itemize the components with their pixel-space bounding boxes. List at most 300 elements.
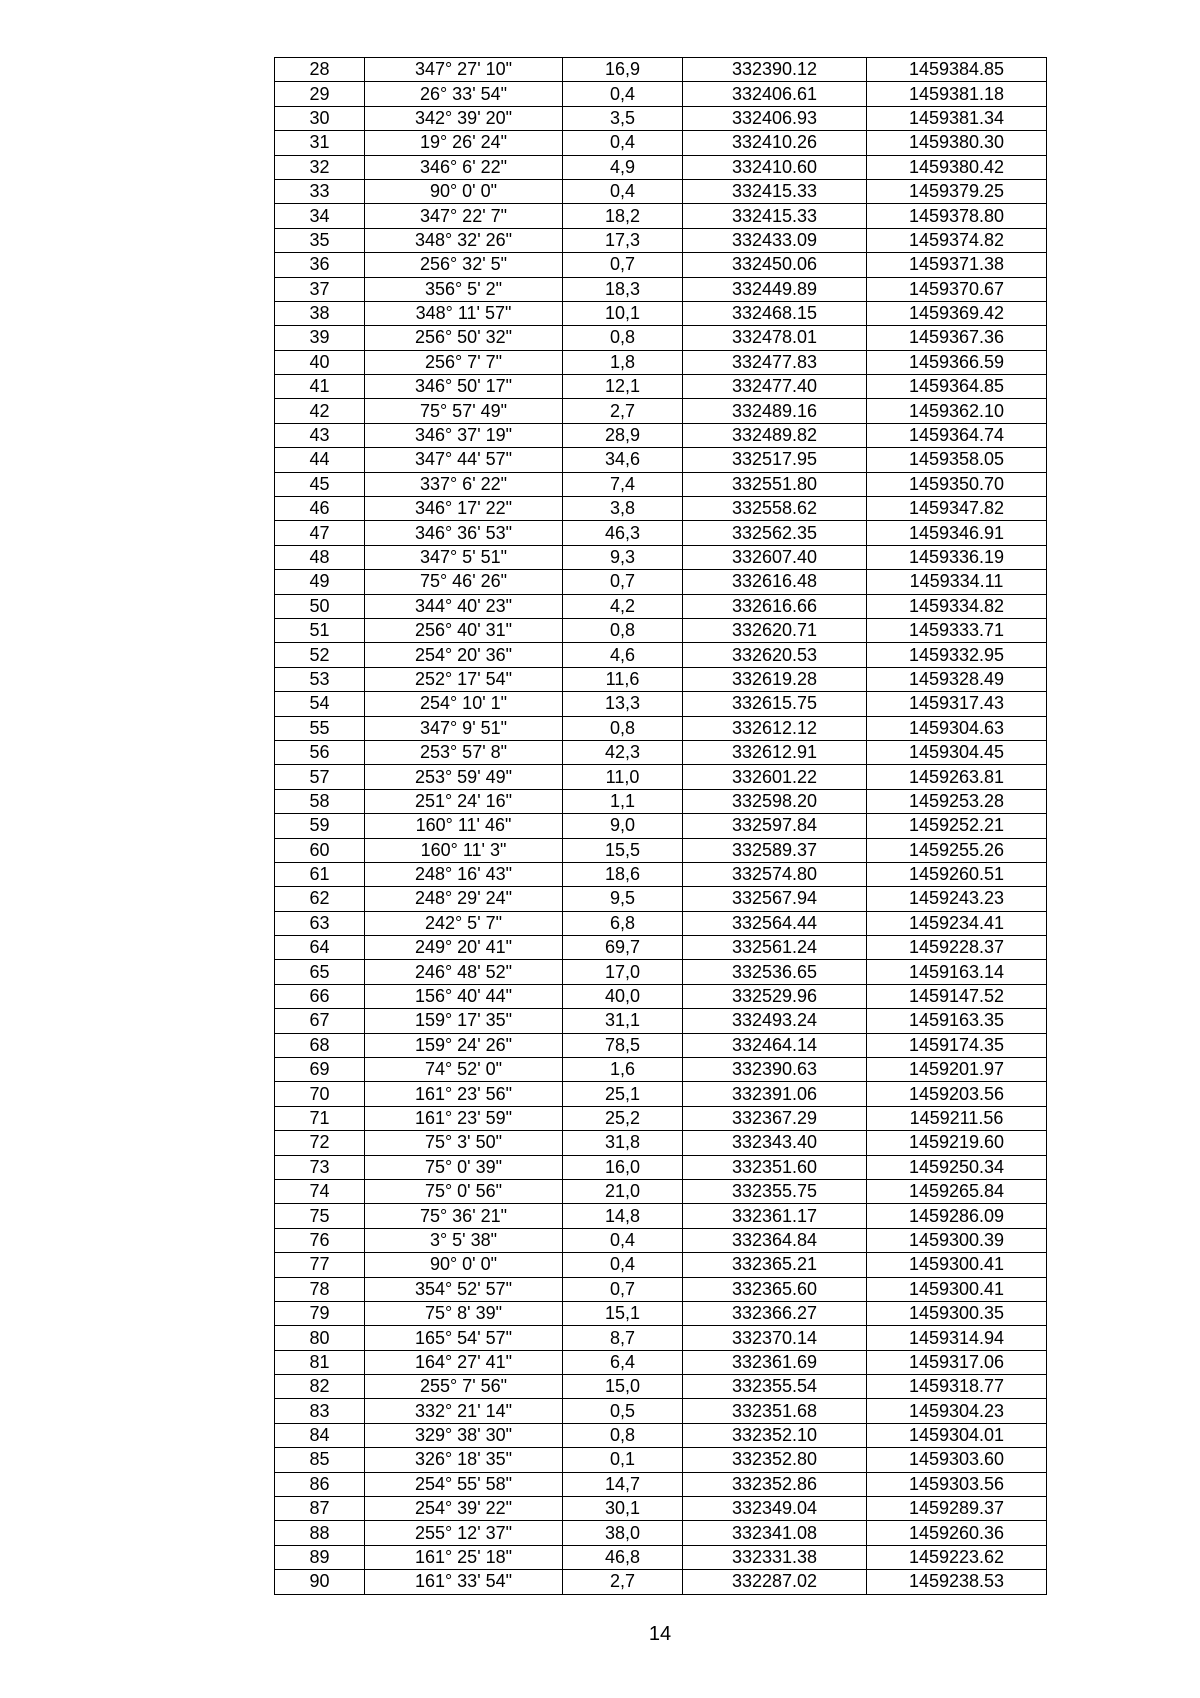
bearing-cell: 242° 5' 7" — [365, 911, 563, 935]
point-number-cell: 37 — [275, 277, 365, 301]
x-coordinate-cell: 332536.65 — [683, 960, 867, 984]
point-number-cell: 53 — [275, 667, 365, 691]
table-row — [275, 423, 1047, 447]
table-row — [275, 984, 1047, 1008]
y-coordinate-cell: 1459334.11 — [867, 570, 1047, 594]
distance-cell: 9,5 — [563, 887, 683, 911]
distance-cell: 0,4 — [563, 179, 683, 203]
table-row — [275, 1423, 1047, 1447]
table-row — [275, 789, 1047, 813]
table-row — [275, 887, 1047, 911]
distance-cell: 15,0 — [563, 1375, 683, 1399]
point-number-cell: 54 — [275, 692, 365, 716]
bearing-cell: 256° 50' 32" — [365, 326, 563, 350]
bearing-cell: 347° 27' 10" — [365, 58, 563, 82]
bearing-cell: 347° 5' 51" — [365, 545, 563, 569]
y-coordinate-cell: 1459211.56 — [867, 1106, 1047, 1130]
x-coordinate-cell: 332410.26 — [683, 131, 867, 155]
table-row — [275, 545, 1047, 569]
point-number-cell: 63 — [275, 911, 365, 935]
point-number-cell: 76 — [275, 1228, 365, 1252]
table-row — [275, 740, 1047, 764]
point-number-cell: 39 — [275, 326, 365, 350]
y-coordinate-cell: 1459163.14 — [867, 960, 1047, 984]
bearing-cell: 75° 3' 50" — [365, 1131, 563, 1155]
x-coordinate-cell: 332493.24 — [683, 1009, 867, 1033]
table-row — [275, 1399, 1047, 1423]
distance-cell: 0,7 — [563, 1277, 683, 1301]
x-coordinate-cell: 332477.83 — [683, 350, 867, 374]
bearing-cell: 75° 46' 26" — [365, 570, 563, 594]
x-coordinate-cell: 332355.54 — [683, 1375, 867, 1399]
bearing-cell: 346° 6' 22" — [365, 155, 563, 179]
distance-cell: 4,2 — [563, 594, 683, 618]
bearing-cell: 329° 38' 30" — [365, 1423, 563, 1447]
distance-cell: 0,5 — [563, 1399, 683, 1423]
table-row — [275, 862, 1047, 886]
bearing-cell: 165° 54' 57" — [365, 1326, 563, 1350]
point-number-cell: 36 — [275, 253, 365, 277]
y-coordinate-cell: 1459374.82 — [867, 228, 1047, 252]
distance-cell: 4,9 — [563, 155, 683, 179]
y-coordinate-cell: 1459364.74 — [867, 423, 1047, 447]
distance-cell: 3,5 — [563, 106, 683, 130]
table-row — [275, 106, 1047, 130]
y-coordinate-cell: 1459369.42 — [867, 301, 1047, 325]
table-row — [275, 1179, 1047, 1203]
point-number-cell: 48 — [275, 545, 365, 569]
x-coordinate-cell: 332598.20 — [683, 789, 867, 813]
distance-cell: 2,7 — [563, 1570, 683, 1594]
table-row — [275, 667, 1047, 691]
x-coordinate-cell: 332343.40 — [683, 1131, 867, 1155]
distance-cell: 10,1 — [563, 301, 683, 325]
x-coordinate-cell: 332567.94 — [683, 887, 867, 911]
bearing-cell: 246° 48' 52" — [365, 960, 563, 984]
x-coordinate-cell: 332331.38 — [683, 1545, 867, 1569]
y-coordinate-cell: 1459378.80 — [867, 204, 1047, 228]
bearing-cell: 90° 0' 0" — [365, 1253, 563, 1277]
y-coordinate-cell: 1459163.35 — [867, 1009, 1047, 1033]
table-row — [275, 1204, 1047, 1228]
distance-cell: 42,3 — [563, 740, 683, 764]
table-row — [275, 1448, 1047, 1472]
distance-cell: 25,2 — [563, 1106, 683, 1130]
x-coordinate-cell: 332366.27 — [683, 1301, 867, 1325]
y-coordinate-cell: 1459286.09 — [867, 1204, 1047, 1228]
point-number-cell: 81 — [275, 1350, 365, 1374]
bearing-cell: 347° 44' 57" — [365, 448, 563, 472]
distance-cell: 9,0 — [563, 814, 683, 838]
bearing-cell: 326° 18' 35" — [365, 1448, 563, 1472]
x-coordinate-cell: 332287.02 — [683, 1570, 867, 1594]
distance-cell: 0,1 — [563, 1448, 683, 1472]
y-coordinate-cell: 1459300.39 — [867, 1228, 1047, 1252]
distance-cell: 18,3 — [563, 277, 683, 301]
point-number-cell: 29 — [275, 82, 365, 106]
distance-cell: 78,5 — [563, 1033, 683, 1057]
distance-cell: 15,5 — [563, 838, 683, 862]
bearing-cell: 161° 23' 59" — [365, 1106, 563, 1130]
point-number-cell: 59 — [275, 814, 365, 838]
y-coordinate-cell: 1459332.95 — [867, 643, 1047, 667]
point-number-cell: 77 — [275, 1253, 365, 1277]
x-coordinate-cell: 332449.89 — [683, 277, 867, 301]
point-number-cell: 40 — [275, 350, 365, 374]
bearing-cell: 254° 39' 22" — [365, 1497, 563, 1521]
bearing-cell: 156° 40' 44" — [365, 984, 563, 1008]
y-coordinate-cell: 1459147.52 — [867, 984, 1047, 1008]
y-coordinate-cell: 1459260.51 — [867, 862, 1047, 886]
table-row — [275, 1253, 1047, 1277]
distance-cell: 0,4 — [563, 131, 683, 155]
x-coordinate-cell: 332468.15 — [683, 301, 867, 325]
y-coordinate-cell: 1459260.36 — [867, 1521, 1047, 1545]
x-coordinate-cell: 332370.14 — [683, 1326, 867, 1350]
bearing-cell: 90° 0' 0" — [365, 179, 563, 203]
table-row — [275, 1106, 1047, 1130]
distance-cell: 9,3 — [563, 545, 683, 569]
point-number-cell: 64 — [275, 936, 365, 960]
bearing-cell: 160° 11' 3" — [365, 838, 563, 862]
table-row — [275, 1301, 1047, 1325]
distance-cell: 0,4 — [563, 1253, 683, 1277]
table-row — [275, 277, 1047, 301]
table-row — [275, 375, 1047, 399]
distance-cell: 14,7 — [563, 1472, 683, 1496]
distance-cell: 28,9 — [563, 423, 683, 447]
table-row — [275, 911, 1047, 935]
y-coordinate-cell: 1459380.30 — [867, 131, 1047, 155]
table-row — [275, 594, 1047, 618]
distance-cell: 16,9 — [563, 58, 683, 82]
bearing-cell: 75° 0' 39" — [365, 1155, 563, 1179]
y-coordinate-cell: 1459358.05 — [867, 448, 1047, 472]
point-number-cell: 62 — [275, 887, 365, 911]
y-coordinate-cell: 1459304.63 — [867, 716, 1047, 740]
point-number-cell: 73 — [275, 1155, 365, 1179]
table-row — [275, 1009, 1047, 1033]
distance-cell: 34,6 — [563, 448, 683, 472]
x-coordinate-cell: 332390.12 — [683, 58, 867, 82]
point-number-cell: 83 — [275, 1399, 365, 1423]
y-coordinate-cell: 1459380.42 — [867, 155, 1047, 179]
bearing-cell: 252° 17' 54" — [365, 667, 563, 691]
y-coordinate-cell: 1459384.85 — [867, 58, 1047, 82]
distance-cell: 2,7 — [563, 399, 683, 423]
y-coordinate-cell: 1459253.28 — [867, 789, 1047, 813]
distance-cell: 16,0 — [563, 1155, 683, 1179]
distance-cell: 1,8 — [563, 350, 683, 374]
distance-cell: 0,4 — [563, 1228, 683, 1252]
table-row — [275, 716, 1047, 740]
distance-cell: 14,8 — [563, 1204, 683, 1228]
point-number-cell: 67 — [275, 1009, 365, 1033]
y-coordinate-cell: 1459334.82 — [867, 594, 1047, 618]
distance-cell: 3,8 — [563, 497, 683, 521]
bearing-cell: 26° 33' 54" — [365, 82, 563, 106]
distance-cell: 1,1 — [563, 789, 683, 813]
point-number-cell: 42 — [275, 399, 365, 423]
x-coordinate-cell: 332564.44 — [683, 911, 867, 935]
distance-cell: 18,6 — [563, 862, 683, 886]
bearing-cell: 253° 57' 8" — [365, 740, 563, 764]
y-coordinate-cell: 1459263.81 — [867, 765, 1047, 789]
table-row — [275, 1277, 1047, 1301]
y-coordinate-cell: 1459300.35 — [867, 1301, 1047, 1325]
distance-cell: 31,8 — [563, 1131, 683, 1155]
point-number-cell: 85 — [275, 1448, 365, 1472]
y-coordinate-cell: 1459367.36 — [867, 326, 1047, 350]
table-row — [275, 228, 1047, 252]
point-number-cell: 79 — [275, 1301, 365, 1325]
x-coordinate-cell: 332551.80 — [683, 472, 867, 496]
bearing-cell: 354° 52' 57" — [365, 1277, 563, 1301]
x-coordinate-cell: 332355.75 — [683, 1179, 867, 1203]
distance-cell: 69,7 — [563, 936, 683, 960]
table-row — [275, 326, 1047, 350]
bearing-cell: 255° 7' 56" — [365, 1375, 563, 1399]
x-coordinate-cell: 332410.60 — [683, 155, 867, 179]
bearing-cell: 348° 32' 26" — [365, 228, 563, 252]
table-row — [275, 1570, 1047, 1594]
distance-cell: 0,4 — [563, 82, 683, 106]
table-row — [275, 960, 1047, 984]
point-number-cell: 47 — [275, 521, 365, 545]
y-coordinate-cell: 1459318.77 — [867, 1375, 1047, 1399]
table-row — [275, 521, 1047, 545]
x-coordinate-cell: 332562.35 — [683, 521, 867, 545]
x-coordinate-cell: 332612.12 — [683, 716, 867, 740]
point-number-cell: 33 — [275, 179, 365, 203]
point-number-cell: 68 — [275, 1033, 365, 1057]
table-row — [275, 936, 1047, 960]
y-coordinate-cell: 1459304.23 — [867, 1399, 1047, 1423]
x-coordinate-cell: 332341.08 — [683, 1521, 867, 1545]
distance-cell: 6,8 — [563, 911, 683, 935]
y-coordinate-cell: 1459317.43 — [867, 692, 1047, 716]
bearing-cell: 256° 32' 5" — [365, 253, 563, 277]
bearing-cell: 256° 40' 31" — [365, 618, 563, 642]
y-coordinate-cell: 1459252.21 — [867, 814, 1047, 838]
table-row — [275, 838, 1047, 862]
table-row — [275, 1082, 1047, 1106]
point-number-cell: 44 — [275, 448, 365, 472]
x-coordinate-cell: 332415.33 — [683, 204, 867, 228]
x-coordinate-cell: 332415.33 — [683, 179, 867, 203]
x-coordinate-cell: 332607.40 — [683, 545, 867, 569]
point-number-cell: 38 — [275, 301, 365, 325]
y-coordinate-cell: 1459303.56 — [867, 1472, 1047, 1496]
point-number-cell: 78 — [275, 1277, 365, 1301]
y-coordinate-cell: 1459347.82 — [867, 497, 1047, 521]
point-number-cell: 74 — [275, 1179, 365, 1203]
x-coordinate-cell: 332477.40 — [683, 375, 867, 399]
table-row — [275, 1033, 1047, 1057]
y-coordinate-cell: 1459243.23 — [867, 887, 1047, 911]
distance-cell: 0,8 — [563, 716, 683, 740]
distance-cell: 6,4 — [563, 1350, 683, 1374]
table-row — [275, 814, 1047, 838]
x-coordinate-cell: 332361.17 — [683, 1204, 867, 1228]
bearing-cell: 347° 22' 7" — [365, 204, 563, 228]
point-number-cell: 58 — [275, 789, 365, 813]
distance-cell: 38,0 — [563, 1521, 683, 1545]
distance-cell: 7,4 — [563, 472, 683, 496]
bearing-cell: 342° 39' 20" — [365, 106, 563, 130]
table-row — [275, 643, 1047, 667]
y-coordinate-cell: 1459328.49 — [867, 667, 1047, 691]
x-coordinate-cell: 332367.29 — [683, 1106, 867, 1130]
x-coordinate-cell: 332597.84 — [683, 814, 867, 838]
y-coordinate-cell: 1459201.97 — [867, 1058, 1047, 1082]
y-coordinate-cell: 1459228.37 — [867, 936, 1047, 960]
point-number-cell: 28 — [275, 58, 365, 82]
point-number-cell: 57 — [275, 765, 365, 789]
y-coordinate-cell: 1459350.70 — [867, 472, 1047, 496]
distance-cell: 11,6 — [563, 667, 683, 691]
distance-cell: 1,6 — [563, 1058, 683, 1082]
point-number-cell: 46 — [275, 497, 365, 521]
distance-cell: 17,3 — [563, 228, 683, 252]
bearing-cell: 337° 6' 22" — [365, 472, 563, 496]
table-row — [275, 204, 1047, 228]
table-row — [275, 1472, 1047, 1496]
bearing-cell: 161° 25' 18" — [365, 1545, 563, 1569]
point-number-cell: 82 — [275, 1375, 365, 1399]
point-number-cell: 75 — [275, 1204, 365, 1228]
y-coordinate-cell: 1459366.59 — [867, 350, 1047, 374]
bearing-cell: 74° 52' 0" — [365, 1058, 563, 1082]
y-coordinate-cell: 1459174.35 — [867, 1033, 1047, 1057]
distance-cell: 17,0 — [563, 960, 683, 984]
distance-cell: 30,1 — [563, 1497, 683, 1521]
table-row — [275, 692, 1047, 716]
point-number-cell: 86 — [275, 1472, 365, 1496]
bearing-cell: 346° 50' 17" — [365, 375, 563, 399]
x-coordinate-cell: 332616.66 — [683, 594, 867, 618]
x-coordinate-cell: 332517.95 — [683, 448, 867, 472]
y-coordinate-cell: 1459300.41 — [867, 1277, 1047, 1301]
bearing-cell: 346° 36' 53" — [365, 521, 563, 545]
y-coordinate-cell: 1459381.34 — [867, 106, 1047, 130]
point-number-cell: 72 — [275, 1131, 365, 1155]
point-number-cell: 35 — [275, 228, 365, 252]
page-number: 14 — [648, 1623, 672, 1645]
distance-cell: 46,3 — [563, 521, 683, 545]
bearing-cell: 254° 55' 58" — [365, 1472, 563, 1496]
point-number-cell: 52 — [275, 643, 365, 667]
table-row — [275, 1155, 1047, 1179]
distance-cell: 0,8 — [563, 618, 683, 642]
point-number-cell: 41 — [275, 375, 365, 399]
bearing-cell: 253° 59' 49" — [365, 765, 563, 789]
point-number-cell: 71 — [275, 1106, 365, 1130]
y-coordinate-cell: 1459317.06 — [867, 1350, 1047, 1374]
y-coordinate-cell: 1459300.41 — [867, 1253, 1047, 1277]
bearing-cell: 164° 27' 41" — [365, 1350, 563, 1374]
table-row — [275, 472, 1047, 496]
x-coordinate-cell: 332391.06 — [683, 1082, 867, 1106]
bearing-cell: 19° 26' 24" — [365, 131, 563, 155]
table-row — [275, 765, 1047, 789]
distance-cell: 21,0 — [563, 1179, 683, 1203]
point-number-cell: 50 — [275, 594, 365, 618]
distance-cell: 25,1 — [563, 1082, 683, 1106]
x-coordinate-cell: 332615.75 — [683, 692, 867, 716]
x-coordinate-cell: 332406.61 — [683, 82, 867, 106]
bearing-cell: 75° 57' 49" — [365, 399, 563, 423]
y-coordinate-cell: 1459234.41 — [867, 911, 1047, 935]
distance-cell: 15,1 — [563, 1301, 683, 1325]
y-coordinate-cell: 1459219.60 — [867, 1131, 1047, 1155]
x-coordinate-cell: 332450.06 — [683, 253, 867, 277]
x-coordinate-cell: 332365.60 — [683, 1277, 867, 1301]
x-coordinate-cell: 332361.69 — [683, 1350, 867, 1374]
point-number-cell: 61 — [275, 862, 365, 886]
point-number-cell: 89 — [275, 1545, 365, 1569]
x-coordinate-cell: 332620.53 — [683, 643, 867, 667]
table-row — [275, 155, 1047, 179]
x-coordinate-cell: 332349.04 — [683, 1497, 867, 1521]
x-coordinate-cell: 332352.86 — [683, 1472, 867, 1496]
point-number-cell: 60 — [275, 838, 365, 862]
bearing-cell: 75° 8' 39" — [365, 1301, 563, 1325]
bearing-cell: 254° 10' 1" — [365, 692, 563, 716]
x-coordinate-cell: 332601.22 — [683, 765, 867, 789]
x-coordinate-cell: 332616.48 — [683, 570, 867, 594]
point-number-cell: 66 — [275, 984, 365, 1008]
table-row — [275, 497, 1047, 521]
y-coordinate-cell: 1459362.10 — [867, 399, 1047, 423]
y-coordinate-cell: 1459336.19 — [867, 545, 1047, 569]
bearing-cell: 348° 11' 57" — [365, 301, 563, 325]
y-coordinate-cell: 1459223.62 — [867, 1545, 1047, 1569]
distance-cell: 12,1 — [563, 375, 683, 399]
y-coordinate-cell: 1459289.37 — [867, 1497, 1047, 1521]
bearing-cell: 346° 17' 22" — [365, 497, 563, 521]
point-number-cell: 70 — [275, 1082, 365, 1106]
y-coordinate-cell: 1459333.71 — [867, 618, 1047, 642]
point-number-cell: 34 — [275, 204, 365, 228]
table-row — [275, 301, 1047, 325]
bearing-cell: 356° 5' 2" — [365, 277, 563, 301]
point-number-cell: 84 — [275, 1423, 365, 1447]
table-row — [275, 618, 1047, 642]
point-number-cell: 69 — [275, 1058, 365, 1082]
x-coordinate-cell: 332489.82 — [683, 423, 867, 447]
table-row — [275, 570, 1047, 594]
y-coordinate-cell: 1459364.85 — [867, 375, 1047, 399]
y-coordinate-cell: 1459379.25 — [867, 179, 1047, 203]
table-row — [275, 82, 1047, 106]
x-coordinate-cell: 332390.63 — [683, 1058, 867, 1082]
x-coordinate-cell: 332352.10 — [683, 1423, 867, 1447]
distance-cell: 11,0 — [563, 765, 683, 789]
y-coordinate-cell: 1459238.53 — [867, 1570, 1047, 1594]
bearing-cell: 159° 24' 26" — [365, 1033, 563, 1057]
x-coordinate-cell: 332619.28 — [683, 667, 867, 691]
x-coordinate-cell: 332589.37 — [683, 838, 867, 862]
y-coordinate-cell: 1459265.84 — [867, 1179, 1047, 1203]
distance-cell: 31,1 — [563, 1009, 683, 1033]
point-number-cell: 56 — [275, 740, 365, 764]
bearing-cell: 255° 12' 37" — [365, 1521, 563, 1545]
table-row — [275, 399, 1047, 423]
y-coordinate-cell: 1459314.94 — [867, 1326, 1047, 1350]
x-coordinate-cell: 332364.84 — [683, 1228, 867, 1252]
y-coordinate-cell: 1459371.38 — [867, 253, 1047, 277]
